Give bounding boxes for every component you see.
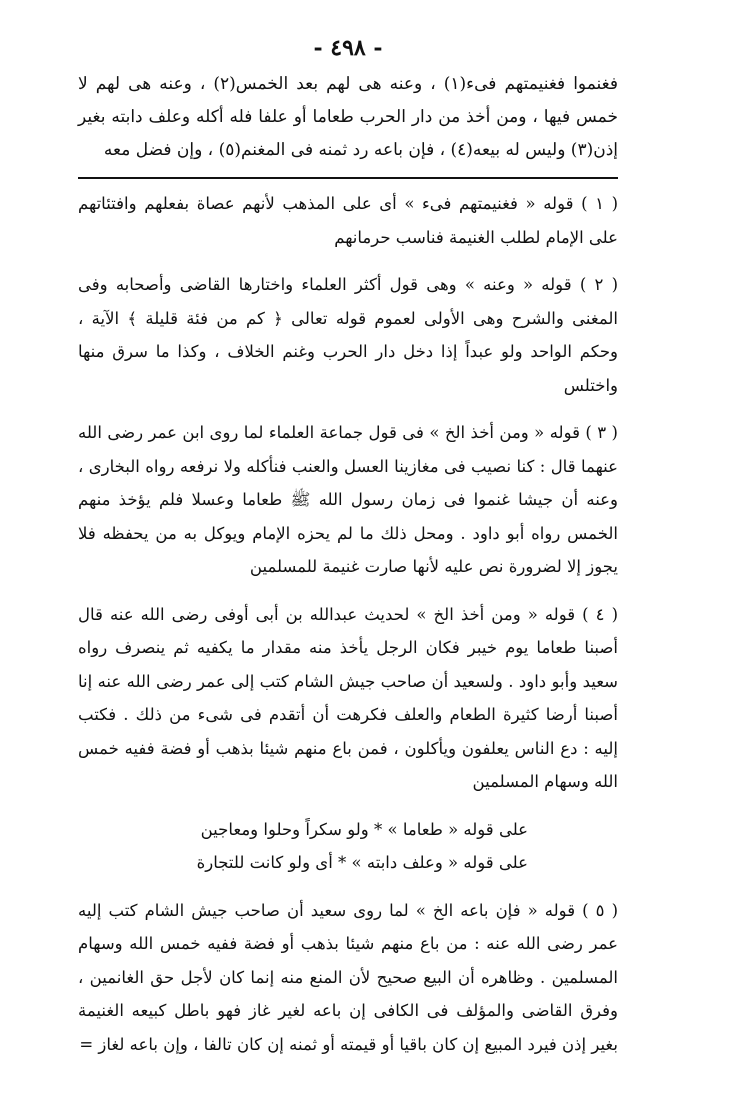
verse-line-2: على قوله « وعلف دابته » * أى ولو كانت للتجارة [196, 853, 528, 872]
main-text-paragraph: فغنموا فغنيمتهم فىء(١) ، وعنه هى لهم بعد الخمس(٢) ، وعنه هى لهم لا خمس فيها ، ومن أخذ من دار الحرب طعاما أو علفا فله أكله وعلف دابته بغير إذن(٣) وليس له بيعه(٤) ، فإن باعه رد ثمنه فى المغنم(٥) ، وإن فضل معه [78, 74, 618, 160]
footnote-5 [78, 894, 618, 1062]
footnote-number: ( ٥ ) [582, 900, 619, 920]
page-number: - ٤٩٨ - [313, 35, 383, 61]
footnote-3 [78, 416, 618, 584]
footnote-text: قوله « فغنيمتهم فىء » أى على المذهب لأنهم عصاة بفعلهم وافتئاتهم على الإمام لطلب الغنيمة فناسب حرمانهم [78, 194, 618, 247]
footnote-number: ( ١ ) [581, 194, 619, 213]
footnote-1 [78, 187, 618, 254]
verse-line-1: على قوله « طعاما » * ولو سكراً وحلوا ومعاجين [200, 819, 528, 839]
footnote-number: ( ٣ ) [585, 423, 618, 442]
main-text-block [78, 68, 618, 167]
footnote-divider [78, 177, 618, 179]
footnote-text: قوله « ومن أخذ الخ » فى قول جماعة العلماء لما روى ابن عمر رضى الله عنهما قال : كنا نصيب فى مغازينا العسل والعنب فنأكله ولا نرفعه رواه البخارى ، وعنه أن جيشا غنموا فى زمان رسول الله ﷺ طعاما وعسلا فلم يؤخذ منهم الخمس رواه أبو داود . ومحل ذلك ما لم يحزه الإمام ويوكل به من يحفظه فلا يجوز إلا لضرورة نص عليه لأنها صارت غنيمة للمسلمين [78, 423, 618, 576]
document-page [78, 30, 618, 1061]
footnote-number: ( ٢ ) [579, 275, 619, 294]
footnote-4 [78, 598, 618, 799]
verse-annotations [78, 813, 618, 880]
footnote-number: ( ٤ ) [582, 604, 619, 624]
footnote-text: قوله « ومن أخذ الخ » لحديث عبدالله بن أبى أوفى رضى الله عنه قال أصبنا طعاما يوم خيبر فكان الرجل يأخذ منه مقدار ما يكفيه ثم ينصرف رواه سعيد وأبو داود . ولسعيد أن صاحب جيش الشام كتب إلى عمر رضى الله عنه إنا أصبنا أرضا كثيرة الطعام والعلف فكرهت أن أتقدم فى شىء من ذلك . فكتب إليه : دع الناس يعلفون ويأكلون ، فمن باع منهم شيئا بذهب أو فضة ففيه خمس الله وسهام المسلمين [78, 604, 618, 791]
footnote-text: قوله « فإن باعه الخ » لما روى سعيد أن صاحب جيش الشام كتب إليه عمر رضى الله عنه : من باع منهم شيئا بذهب أو فضة ففيه خمس الله وسهام المسلمين . وظاهره أن البيع صحيح لأن المنع منه إنما كان لأجل حق الغانمين ، وفرق القاضى والمؤلف فى الكافى إن باعه لغير غاز فهو باطل كبيعه الغنيمة بغير إذن فيرد المبيع إن كان باقيا أو قيمته أو ثمنه إن كان تالفا ، وإن باعه لغاز = [78, 900, 618, 1054]
footnotes [78, 187, 618, 1061]
footnote-2 [78, 268, 618, 402]
footnote-text: قوله « وعنه » وهى قول أكثر العلماء واختارها القاضى وأصحابه وفى المغنى والشرح وهى الأولى لعموم قوله تعالى ﴿ كم من فئة قليلة ﴾ الآية ، وحكم الواحد ولو عبداً إذا دخل دار الحرب وغنم الخلاف ، وكذا ما سرق منها واختلس [78, 275, 618, 395]
